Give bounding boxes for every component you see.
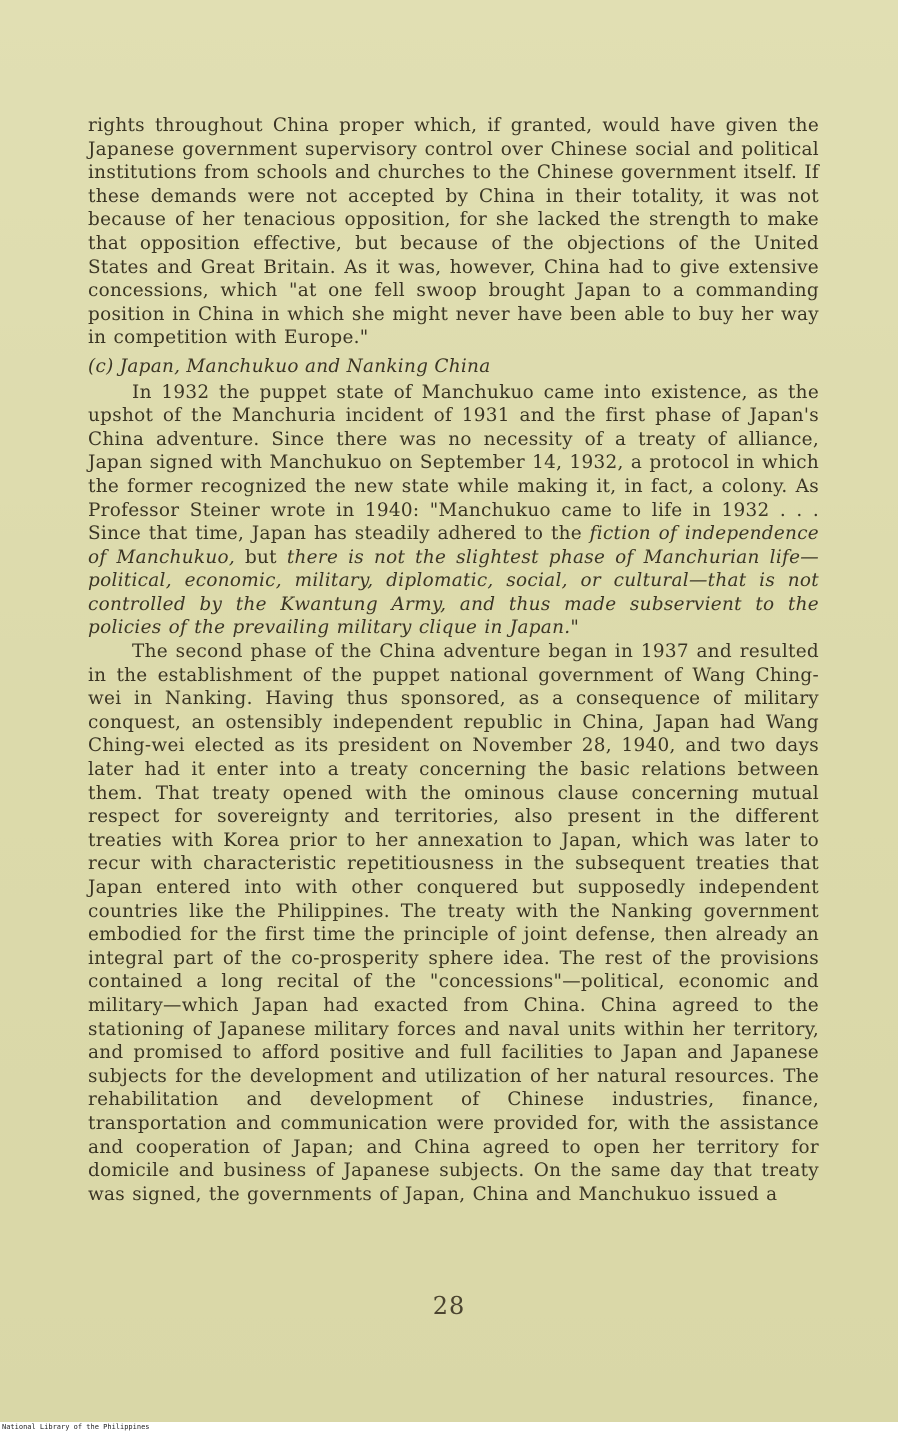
paragraph-2-middle: but [234, 546, 287, 568]
paragraph-2 [88, 381, 819, 641]
paragraph-2-italic-2: there is not the slightest phase of Manchurian life—political, economic, military, diplomatic, social, or cultural—that is not controlled by the Kwantung Army, and thus made subservient to the policies of the prevailing military clique in Japan. [88, 546, 819, 639]
body-text [88, 114, 819, 1206]
page-number: 28 [432, 1292, 466, 1320]
paragraph-3: The second phase of the China adventure began in 1937 and resulted in the establishment of the puppet national government of Wang Ching-wei in Nanking. Having thus sponsored, as a consequence of military conquest, an ostensibly independent republic in China, Japan had Wang Ching-wei elected as its president on November 28, 1940, and two days later had it enter into a treaty concerning the basic relations between them. That treaty opened with the ominous clause concerning mutual respect for sovereignty and territories, also present in the different treaties with Korea prior to her annexation to Japan, which was later to recur with characteristic repetitiousness in the subsequent treaties that Japan entered into with other conquered but supposedly independent countries like the Philippines. The treaty with the Nanking government embodied for the first time the principle of joint defense, then already an integral part of the co-prosperity sphere idea. The rest of the provisions contained a long recital of the "concessions"—political, economic and military—which Japan had exacted from China. China agreed to the stationing of Japanese military forces and naval units within her territory, and promised to afford positive and full facilities to Japan and Japanese subjects for the development and utilization of her natural resources. The rehabilitation and development of Chinese industries, finance, transportation and communication were provided for, with the assistance and cooperation of Japan; and China agreed to open her territory for domicile and business of Japanese subjects. On the same day that treaty was signed, the governments of Japan, China and Manchukuo issued a [88, 641, 819, 1205]
library-credit: National Library of the Philippines [2, 1423, 150, 1431]
paragraph-2-lead: In 1932 the puppet state of Manchukuo came into existence, as the upshot of the Manchuria incident of 1931 and the first phase of Japan's China adventure. Since there was no necessity of a treaty of alliance, Japan signed with Manchukuo on September 14, 1932, a protocol in which the former recognized the new state while making it, in fact, a colony. As Professor Steiner wrote in 1940: "Manchukuo came to life in 1932 . . . Since that time, Japan has steadily adhered to the [88, 381, 819, 545]
paragraph-1: rights throughout China proper which, if granted, would have given the Japanese government supervisory control over Chinese social and political institutions from schools and churches to the Chinese government itself. If these demands were not accepted by China in their totality, it was not because of her tenacious opposition, for she lacked the strength to make that opposition effective, but because of the objections of the United States and Great Britain. As it was, however, China had to give extensive concessions, which "at one fell swoop brought Japan to a commanding position in China in which she might never have been able to buy her way in competition with Europe." [88, 115, 819, 349]
section-heading: (c) Japan, Manchukuo and Nanking China [88, 355, 491, 377]
paragraph-2-tail: " [570, 617, 580, 639]
paragraph-2-italic-1: fiction of independence of Manchukuo, [88, 523, 819, 568]
